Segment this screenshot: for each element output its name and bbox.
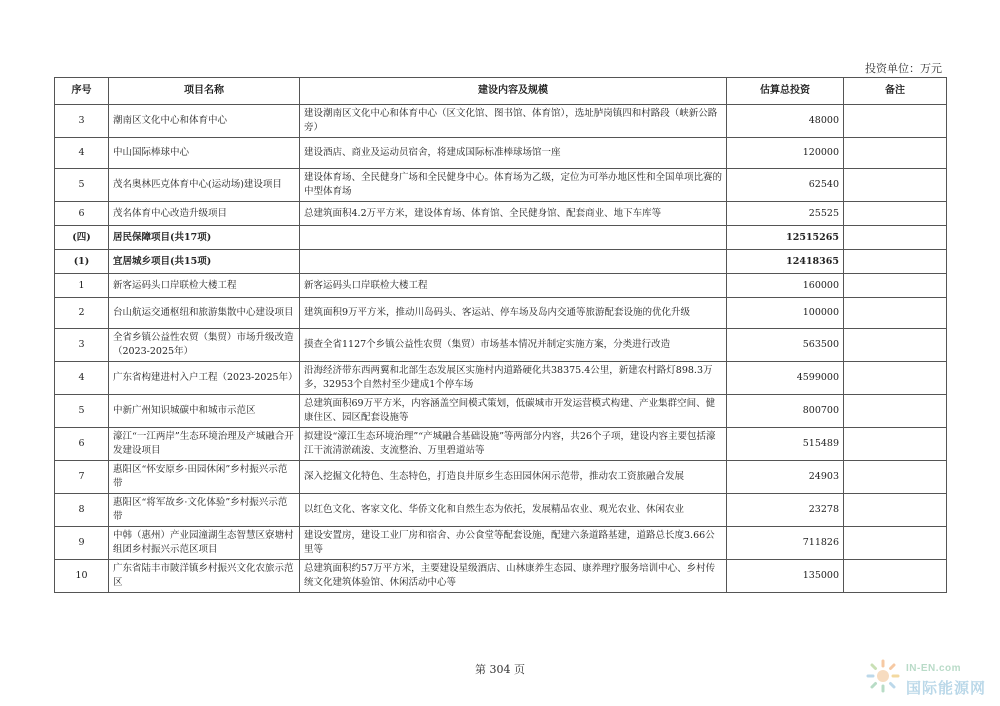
section-row <box>55 250 947 274</box>
row-project-name: 新客运码头口岸联检大楼工程 <box>109 274 300 298</box>
row-note <box>844 274 947 298</box>
header-name: 项目名称 <box>109 78 300 105</box>
table-row <box>55 494 947 527</box>
table-row <box>55 329 947 362</box>
row-note <box>844 298 947 329</box>
row-amount: 515489 <box>727 428 844 461</box>
row-project-name: 台山航运交通枢纽和旅游集散中心建设项目 <box>109 298 300 329</box>
investment-unit-label: 投资单位：万元 <box>865 62 942 75</box>
row-amount: 12515265 <box>727 226 844 250</box>
header-content: 建设内容及规模 <box>300 78 727 105</box>
row-no: 3 <box>55 105 109 138</box>
watermark <box>862 655 992 703</box>
sun-logo-icon <box>866 659 900 693</box>
row-content <box>300 226 727 250</box>
row-no: 6 <box>55 202 109 226</box>
project-table <box>54 77 947 593</box>
table-row <box>55 560 947 593</box>
row-note <box>844 169 947 202</box>
row-amount: 24903 <box>727 461 844 494</box>
table-row <box>55 298 947 329</box>
watermark-domain: IN-EN.com <box>906 663 962 674</box>
row-project-name: 居民保障项目(共17项) <box>109 226 300 250</box>
row-amount: 120000 <box>727 138 844 169</box>
row-amount: 563500 <box>727 329 844 362</box>
table-row <box>55 527 947 560</box>
row-project-name: 惠阳区“怀安原乡·田园休闲”乡村振兴示范带 <box>109 461 300 494</box>
row-note <box>844 105 947 138</box>
page-number: 第 304 页 <box>475 663 525 676</box>
row-note <box>844 395 947 428</box>
row-no: 5 <box>55 169 109 202</box>
row-project-name: 潮南区文化中心和体育中心 <box>109 105 300 138</box>
row-content: 建设体育场、全民健身广场和全民健身中心。体育场为乙级，定位为可举办地区性和全国单项比赛的中型体育场 <box>300 169 727 202</box>
row-no: 9 <box>55 527 109 560</box>
row-amount: 800700 <box>727 395 844 428</box>
row-content: 建设酒店、商业及运动员宿舍，将建成国际标准棒球场馆一座 <box>300 138 727 169</box>
row-amount: 48000 <box>727 105 844 138</box>
header-note: 备注 <box>844 78 947 105</box>
row-content: 沿海经济带东西两翼和北部生态发展区实施村内道路硬化共38375.4公里，新建农村路灯898.3万多，32953个自然村至少建成1个停车场 <box>300 362 727 395</box>
row-note <box>844 527 947 560</box>
table-row <box>55 202 947 226</box>
row-content: 深入挖掘文化特色、生态特色，打造良井原乡生态田园休闲示范带，推动农工资旅融合发展 <box>300 461 727 494</box>
row-no: 1 <box>55 274 109 298</box>
row-content: 以红色文化、客家文化、华侨文化和自然生态为依托，发展精品农业、观光农业、休闲农业 <box>300 494 727 527</box>
row-no: 10 <box>55 560 109 593</box>
table-row <box>55 362 947 395</box>
row-project-name: 濠江“一江两岸”生态环境治理及产城融合开发建设项目 <box>109 428 300 461</box>
row-amount: 135000 <box>727 560 844 593</box>
row-note <box>844 362 947 395</box>
table-row <box>55 395 947 428</box>
table-body <box>55 105 947 593</box>
row-content <box>300 250 727 274</box>
row-no: 5 <box>55 395 109 428</box>
table-row <box>55 138 947 169</box>
row-no: (四) <box>55 226 109 250</box>
row-project-name: 中韩（惠州）产业园潼湖生态智慧区寮塘村组团乡村振兴示范区项目 <box>109 527 300 560</box>
watermark-brand: 国际能源网 <box>906 680 987 697</box>
row-no: (1) <box>55 250 109 274</box>
row-note <box>844 560 947 593</box>
row-note <box>844 428 947 461</box>
row-amount: 711826 <box>727 527 844 560</box>
table-row <box>55 169 947 202</box>
row-content: 建筑面积9万平方米，推动川岛码头、客运站、停车场及岛内交通等旅游配套设施的优化升级 <box>300 298 727 329</box>
row-project-name: 茂名体育中心改造升级项目 <box>109 202 300 226</box>
row-amount: 160000 <box>727 274 844 298</box>
row-no: 7 <box>55 461 109 494</box>
row-content: 建设潮南区文化中心和体育中心（区文化馆、图书馆、体育馆），选址胪岗镇四和村路段（峡新公路旁） <box>300 105 727 138</box>
row-no: 6 <box>55 428 109 461</box>
row-project-name: 中山国际棒球中心 <box>109 138 300 169</box>
row-content: 总建筑面积4.2万平方米，建设体育场、体育馆、全民健身馆、配套商业、地下车库等 <box>300 202 727 226</box>
table-row <box>55 274 947 298</box>
row-note <box>844 202 947 226</box>
row-project-name: 广东省陆丰市陂洋镇乡村振兴文化农旅示范区 <box>109 560 300 593</box>
table-row <box>55 428 947 461</box>
header-no: 序号 <box>55 78 109 105</box>
table-header-row <box>55 78 947 105</box>
row-content: 总建筑面积约57万平方米，主要建设星级酒店、山林康养生态园、康养理疗服务培训中心、乡村传统文化建筑体验馆、休闲活动中心等 <box>300 560 727 593</box>
row-content: 拟建设“濠江生态环境治理”“产城融合基础设施”等两部分内容，共26个子项，建设内容主要包括濠江干流清淤疏浚、支流整治、万里碧道站等 <box>300 428 727 461</box>
row-note <box>844 138 947 169</box>
row-content: 摸查全省1127个乡镇公益性农贸（集贸）市场基本情况并制定实施方案，分类进行改造 <box>300 329 727 362</box>
row-note <box>844 226 947 250</box>
header-amount: 估算总投资 <box>727 78 844 105</box>
row-content: 建设安置房，建设工业厂房和宿舍、办公食堂等配套设施，配建六条道路基建，道路总长度3.66公里等 <box>300 527 727 560</box>
row-amount: 4599000 <box>727 362 844 395</box>
row-project-name: 惠阳区“将军故乡·文化体验”乡村振兴示范带 <box>109 494 300 527</box>
row-project-name: 宜居城乡项目(共15项) <box>109 250 300 274</box>
row-content: 总建筑面积69万平方米，内容涵盖空间模式策划，低碳城市开发运营模式构建、产业集群空间、健康住区、园区配套设施等 <box>300 395 727 428</box>
row-amount: 100000 <box>727 298 844 329</box>
row-amount: 62540 <box>727 169 844 202</box>
row-project-name: 茂名奥林匹克体育中心(运动场)建设项目 <box>109 169 300 202</box>
table-row <box>55 105 947 138</box>
table-row <box>55 461 947 494</box>
row-project-name: 中新广州知识城碳中和城市示范区 <box>109 395 300 428</box>
row-content: 新客运码头口岸联检大楼工程 <box>300 274 727 298</box>
row-no: 8 <box>55 494 109 527</box>
row-no: 4 <box>55 362 109 395</box>
row-note <box>844 494 947 527</box>
row-project-name: 全省乡镇公益性农贸（集贸）市场升级改造（2023-2025年） <box>109 329 300 362</box>
section-row <box>55 226 947 250</box>
row-amount: 12418365 <box>727 250 844 274</box>
row-note <box>844 329 947 362</box>
row-project-name: 广东省构建进村入户工程（2023-2025年） <box>109 362 300 395</box>
row-no: 2 <box>55 298 109 329</box>
row-note <box>844 461 947 494</box>
row-amount: 23278 <box>727 494 844 527</box>
row-no: 4 <box>55 138 109 169</box>
row-no: 3 <box>55 329 109 362</box>
row-amount: 25525 <box>727 202 844 226</box>
row-note <box>844 250 947 274</box>
